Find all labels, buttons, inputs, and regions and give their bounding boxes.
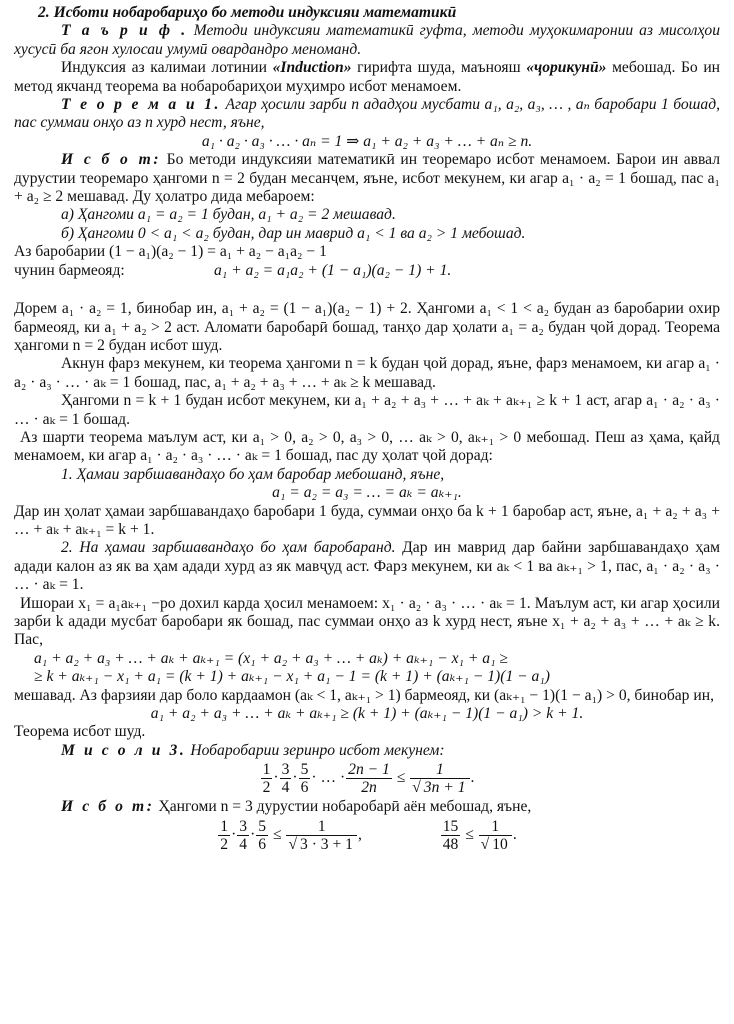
bottom-rhs-fraction: $\frac{1}{√ 3 \cdot 3 + 1}$ [286,818,357,853]
example-rhs-fraction: $\frac{1}{√ 3n + 1}$ [410,761,469,796]
example-dots: · … · [311,769,346,787]
proof2-text: Ҳангоми n = 3 дурустии нобаробарӣ аён мебошад, яъне, [158,798,532,816]
induction-end: мебошад. Бо ин метод якчанд теорема ва нобаробариҳои муҳимро исбот менамоем. [14,59,721,95]
therefore-line [14,262,720,280]
derivation-paragraph: мешавад. Аз фарзияи дар боло кардаамон (aₖ < 1, aₖ₊₁ > 1) бармеояд, ки (aₖ₊₁ − 1)(1 − a₁) > 0, бинобар ин, [14,686,714,704]
proof-paragraph [14,151,720,206]
example-paragraph [14,742,720,760]
theorem-paragraph [14,96,720,133]
example-text: Нобаробарии зеринро исбот мекунем: [190,741,445,759]
bottom-fraction-1: $\frac{1}{2}$ [220,817,229,853]
hence-paragraph: Дорем a₁ · a₂ = 1, бинобар ин, a₁ + a₂ = (1 − a₁)(a₂ − 1) + 2. Ҳангоми a₁ < 1 < a₂ будан аз баробарии охир бармеояд, ки a₁ + a₂ > 2 аст. Аломати баробарӣ бошад, танҳо дар ҳолати a₁ = a₂ будан ҷой дорад. Теорема ҳангоми n = 2 будан исбот шуд. [14,300,720,354]
therefore-label: чунин бармеояд: [14,261,125,279]
definition-label: Т а ъ р и ф . [61,22,188,40]
proof-text: Бо методи индуксияи математикӣ ин теоремаро исбот менамоем. Барои ин аввал дурустии теоремаро ҳангоми n = 2 будан месанҷем, яъне, исбот мекунем, ки агар a₁ · a₂ = 1 бошад, пас a₁ + a₂ ≥ 2 мешавад. Ду ҳолатро дида мебароем: [14,151,720,206]
case2-paragraph [14,539,720,594]
bottom-fraction-3: $\frac{5}{6}$ [258,817,267,853]
derivation-line-1: a₁ + a₂ + a₃ + … + aₖ + aₖ₊₁ = (x₁ + a₂ + a₃ + … + aₖ) + aₖ₊₁ − x₁ + a₁ ≥ [34,649,508,667]
theorem-text: Агар ҳосили зарби n ададҳои мусбати a₁, a₂, a₃, … , aₙ баробари 1 бошад, пас суммаи онҳо аз n хурд нест, яъне, [14,96,720,132]
example-fraction-2: $\frac{3}{4}$ [281,761,290,797]
proof-label: И с б о т: [61,151,162,169]
case1-text: 1. Ҳамаи зарбшавандаҳо бо ҳам баробар мебошанд, яъне, [61,465,445,483]
condition-paragraph: Аз шарти теорема маълум аст, ки a₁ > 0, a₂ > 0, a₃ > 0, … aₖ > 0, aₖ₊₁ > 0 мебошад. Пеш аз ҳама, қайд менамоем, ки агар a₁ · a₂ · a₃ · … · aₖ = 1 бошад, пас ду ҳолат ҷой дорад: [14,428,720,465]
induction-intro: Индуксия аз калимаи лотинии [61,59,267,77]
bottom-sqrt10-fraction: $\frac{1}{√ 10}$ [479,818,512,853]
case1-formula: a₁ = a₂ = a₃ = … = aₖ = aₖ₊₁. [272,484,462,502]
case2-heading: 2. На ҳамаи зарбшавандаҳо бо ҳам баробаранд. [61,539,396,557]
bottom-fraction-15-48: $\frac{15}{48}$ [442,817,459,853]
theorem-proved: Теорема исбот шуд. [14,723,146,741]
induction-mid: гирифта шуда, маънояш [357,59,521,77]
definition-text: Методи индуксияи математикӣ гуфта, методи муҳокимаронии аз мисолҳои хусусӣ ба ягон хулосаи умумӣ овардандро меноманд. [14,22,720,58]
bottom-formula: $\frac{1}{2}$ · $\frac{3}{4}$ · $\frac{5}{6}$ ≤ $\frac{1}{√ 3 \cdot 3 + 1}$ , $\frac{15}{48}$ ≤ $\frac{1}{√ 10}$ . [220,817,517,853]
theorem-formula: a₁ · a₂ · a₃ · … · aₙ = 1 ⇒ a₁ + a₂ + a₃ + … + aₙ ≥ n. [201,132,533,150]
example-label: М и с о л и 3. [61,741,187,759]
theorem-label: Т е о р е м а и 1. [61,96,222,114]
case-a: а) Ҳангоми a₁ = a₂ = 1 будан, a₁ + a₂ = 2 мешавад. [61,206,396,224]
prove-paragraph: Ҳангоми n = k + 1 будан исбот мекунем, ки a₁ + a₂ + a₃ + … + aₖ + aₖ₊₁ ≥ k + 1 аст, агар a₁ · a₂ · a₃ · … · aₖ = 1 бошад. [14,392,720,428]
definition-paragraph [14,22,720,59]
proof2-label: И с б о т: [61,798,155,816]
bottom-fraction-2: $\frac{3}{4}$ [239,817,248,853]
example-fraction-1: $\frac{1}{2}$ [262,761,271,797]
case2-text: Дар ин маврид дар байни зарбшавандаҳо ҳам адади калон аз як ва ҳам адади хурд аз як мавҷуд аст. Фарз мекунем, ки aₖ < 1 ва aₖ₊₁ > 1, пас, a₁ · a₂ · a₃ · … · aₖ = 1. [14,539,720,594]
induction-paragraph [14,59,720,96]
example-formula: $\frac{1}{2}$ · $\frac{3}{4}$ · $\frac{5}{6}$ · … · $\frac{2n - 1}{2n}$ ≤ $\frac{1}{√ 3n + 1}$ . [262,761,475,797]
notation-paragraph: Ишораи x₁ = a₁aₖ₊₁ −ро дохил карда ҳосил менамоем: x₁ · a₂ · a₃ · … · aₖ = 1. Маълум аст, ки агар ҳосили зарби k адади мусбат баробари як бошад, пас суммаи онҳо аз k хурд нест, яъне x₁ + a₂ + a₃ + … + aₖ ≥ k. Пас, [14,594,720,649]
case1-conclusion: Дар ин ҳолат ҳамаи зарбшавандаҳо баробари 1 буда, суммаи онҳо ба k + 1 баробар аст, яъне, a₁ + a₂ + a₃ + … + aₖ + aₖ₊₁ = k + 1. [14,502,720,538]
derivation-line-2: ≥ k + aₖ₊₁ − x₁ + a₁ = (k + 1) + aₖ₊₁ − x₁ + a₁ − 1 = (k + 1) + (aₖ₊₁ − 1)(1 − a₁) [34,668,550,686]
assume-paragraph: Акнун фарз мекунем, ки теорема ҳангоми n = k будан ҷой дорад, яъне, фарз менамоем, ки агар a₁ · a₂ · a₃ · … · aₖ = 1 бошад, пас, a₁ + a₂ + a₃ + … + aₖ ≥ k мешавад. [14,355,720,391]
induction-meaning: «ҷорикунӣ» [526,59,607,77]
induction-word: «Induction» [272,59,352,77]
final-formula: a₁ + a₂ + a₃ + … + aₖ + aₖ₊₁ ≥ (k + 1) + (aₖ₊₁ − 1)(1 − a₁) > k + 1. [150,705,584,723]
case-b: б) Ҳангоми 0 < a₁ < a₂ будан, дар ин маврид a₁ < 1 ва a₂ > 1 мебошад. [61,224,526,242]
section-title: 2. Исботи нобаробариҳо бо методи индуксияи математикӣ [38,4,457,21]
example-fraction-4: $\frac{2n - 1}{2n}$ [348,761,390,797]
example-fraction-3: $\frac{5}{6}$ [300,761,309,797]
proof2-paragraph [14,798,720,816]
identity-line: Аз баробарии (1 − a₁)(a₂ − 1) = a₁ + a₂ − a₁a₂ − 1 [14,243,327,261]
therefore-formula: a₁ + a₂ = a₁a₂ + (1 − a₁)(a₂ − 1) + 1. [214,261,452,279]
example-relation: ≤ [396,769,406,787]
